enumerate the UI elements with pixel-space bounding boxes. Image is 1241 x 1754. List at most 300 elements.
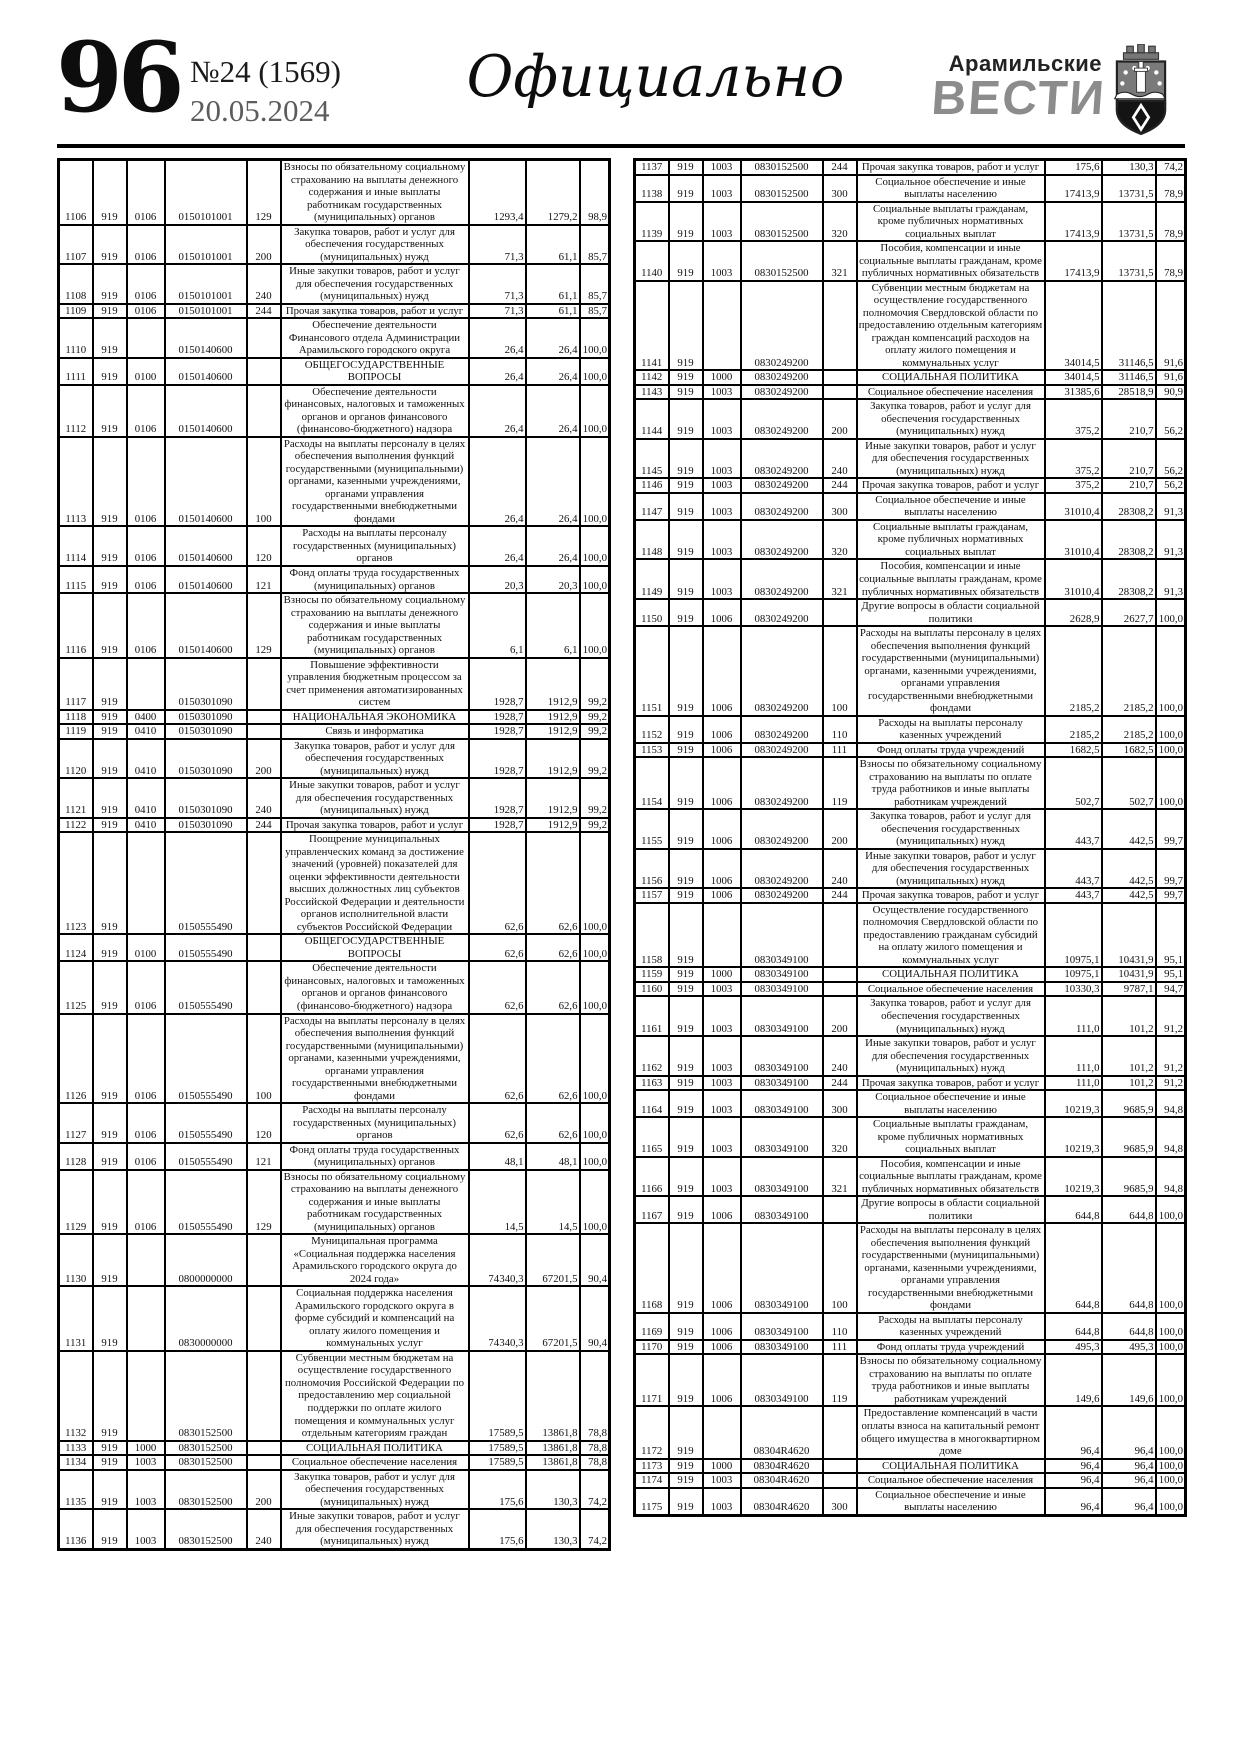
cell-vr	[247, 724, 281, 739]
cell-num: 1163	[635, 1076, 669, 1091]
cell-adm: 919	[93, 318, 127, 358]
table-row	[59, 1455, 610, 1470]
section-title: Официально	[466, 44, 845, 110]
cell-rz: 1003	[703, 1488, 741, 1516]
cell-name: НАЦИОНАЛЬНАЯ ЭКОНОМИКА	[281, 710, 469, 725]
cell-pct: 91,6	[1156, 281, 1186, 371]
cell-num: 1154	[635, 757, 669, 809]
cell-csr: 0830349100	[741, 1117, 823, 1157]
cell-vr	[247, 318, 281, 358]
cell-name: Обеспечение деятельности финансовых, налоговых и таможенных органов и органов финансового (финансово-бюджетного) надзора	[281, 385, 469, 437]
cell-vr: 244	[247, 818, 281, 833]
cell-rz: 1006	[703, 743, 741, 758]
cell-plan: 1928,7	[469, 710, 526, 725]
cell-rz: 1000	[703, 370, 741, 385]
cell-adm: 919	[93, 961, 127, 1013]
cell-plan: 644,8	[1045, 1223, 1102, 1313]
cell-vr	[823, 385, 857, 400]
cell-rz: 1003	[127, 1470, 165, 1510]
cell-rz: 0106	[127, 160, 165, 225]
table-row	[635, 743, 1186, 758]
cell-name: Расходы на выплаты персоналу государственных (муниципальных) органов	[281, 1103, 469, 1143]
cell-vr	[823, 1473, 857, 1488]
cell-rz: 0106	[127, 225, 165, 265]
cell-vr: 240	[247, 778, 281, 818]
cell-vr: 321	[823, 559, 857, 599]
cell-pct: 100,0	[1156, 1354, 1186, 1406]
cell-pct: 100,0	[1156, 1488, 1186, 1516]
cell-pct: 91,2	[1156, 996, 1186, 1036]
cell-adm: 919	[669, 982, 703, 997]
cell-plan: 26,4	[469, 318, 526, 358]
cell-csr: 0830349100	[741, 982, 823, 997]
cell-name: Закупка товаров, работ и услуг для обеспечения государственных (муниципальных) нужд	[281, 1470, 469, 1510]
cell-name: Фонд оплаты труда учреждений	[857, 743, 1045, 758]
cell-name: Фонд оплаты труда государственных (муниципальных) органов	[281, 566, 469, 593]
table-row	[635, 370, 1186, 385]
cell-adm: 919	[669, 241, 703, 281]
cell-csr: 0150101001	[165, 304, 247, 319]
cell-name: Субвенции местным бюджетам на осуществление государственного полномочия Свердловской области по предоставлению отдельным категориям граждан компенсаций расходов на оплату жилого помещения и коммунальных услуг	[857, 281, 1045, 371]
cell-pct: 100,0	[580, 934, 610, 961]
cell-vr	[247, 1351, 281, 1441]
table-row	[635, 1473, 1186, 1488]
cell-csr: 0830349100	[741, 903, 823, 968]
cell-plan: 62,6	[469, 832, 526, 934]
cell-num: 1109	[59, 304, 93, 319]
table-row	[59, 358, 610, 385]
cell-csr: 0150301090	[165, 658, 247, 710]
cell-fact: 26,4	[526, 385, 580, 437]
cell-name: Социальное обеспечение и иные выплаты населению	[857, 1488, 1045, 1516]
cell-pct: 98,9	[580, 160, 610, 225]
cell-name: Иные закупки товаров, работ и услуг для обеспечения государственных (муниципальных) нужд	[857, 849, 1045, 889]
table-row	[635, 996, 1186, 1036]
cell-rz	[127, 658, 165, 710]
cell-csr: 0150140600	[165, 318, 247, 358]
table-row	[59, 832, 610, 934]
table-row	[59, 778, 610, 818]
cell-csr: 08304R4620	[741, 1473, 823, 1488]
cell-rz: 1003	[703, 478, 741, 493]
cell-plan: 644,8	[1045, 1196, 1102, 1223]
cell-vr: 300	[823, 1090, 857, 1117]
cell-vr	[247, 832, 281, 934]
cell-adm: 919	[669, 1406, 703, 1458]
cell-fact: 26,4	[526, 318, 580, 358]
cell-csr: 0150140600	[165, 385, 247, 437]
cell-csr: 0150101001	[165, 264, 247, 304]
cell-pct: 56,2	[1156, 399, 1186, 439]
cell-csr: 0830249200	[741, 281, 823, 371]
cell-pct: 78,9	[1156, 241, 1186, 281]
cell-pct: 100,0	[580, 961, 610, 1013]
cell-name: Социальные выплаты гражданам, кроме публичных нормативных социальных выплат	[857, 1117, 1045, 1157]
cell-csr: 0150140600	[165, 593, 247, 658]
table-row	[635, 1354, 1186, 1406]
cell-num: 1168	[635, 1223, 669, 1313]
cell-fact: 442,5	[1102, 849, 1156, 889]
cell-plan: 17589,5	[469, 1441, 526, 1456]
cell-csr: 0830249200	[741, 849, 823, 889]
cell-rz: 1006	[703, 716, 741, 743]
page-number: 96	[56, 21, 180, 134]
cell-rz: 1006	[703, 626, 741, 716]
table-row	[59, 526, 610, 566]
cell-adm: 919	[669, 399, 703, 439]
table-row	[635, 1313, 1186, 1340]
cell-pct: 91,2	[1156, 1036, 1186, 1076]
cell-vr: 320	[823, 520, 857, 560]
cell-rz: 0106	[127, 385, 165, 437]
cell-vr	[247, 658, 281, 710]
cell-num: 1175	[635, 1488, 669, 1516]
cell-pct: 94,8	[1156, 1157, 1186, 1197]
cell-vr: 120	[247, 1103, 281, 1143]
cell-fact: 130,3	[526, 1509, 580, 1549]
cell-fact: 31146,5	[1102, 281, 1156, 371]
cell-pct: 94,8	[1156, 1117, 1186, 1157]
cell-vr: 240	[823, 849, 857, 889]
cell-adm: 919	[93, 818, 127, 833]
cell-fact: 1682,5	[1102, 743, 1156, 758]
cell-adm: 919	[93, 724, 127, 739]
cell-csr: 0830249200	[741, 370, 823, 385]
cell-pct: 99,2	[580, 724, 610, 739]
cell-adm: 919	[669, 1223, 703, 1313]
table-row	[59, 1103, 610, 1143]
cell-name: СОЦИАЛЬНАЯ ПОЛИТИКА	[857, 1459, 1045, 1474]
cell-plan: 175,6	[469, 1470, 526, 1510]
cell-fact: 62,6	[526, 934, 580, 961]
table-row	[635, 626, 1186, 716]
cell-adm: 919	[669, 281, 703, 371]
cell-plan: 111,0	[1045, 996, 1102, 1036]
cell-name: Социальное обеспечение населения	[857, 982, 1045, 997]
cell-vr	[823, 1406, 857, 1458]
cell-plan: 10330,3	[1045, 982, 1102, 997]
cell-vr: 244	[823, 888, 857, 903]
cell-adm: 919	[669, 478, 703, 493]
cell-adm: 919	[93, 1170, 127, 1235]
cell-pct: 78,9	[1156, 175, 1186, 202]
cell-name: Связь и информатика	[281, 724, 469, 739]
cell-num: 1153	[635, 743, 669, 758]
cell-num: 1171	[635, 1354, 669, 1406]
cell-adm: 919	[93, 710, 127, 725]
cell-plan: 31010,4	[1045, 493, 1102, 520]
cell-fact: 210,7	[1102, 439, 1156, 479]
cell-rz: 0106	[127, 437, 165, 527]
cell-fact: 442,5	[1102, 888, 1156, 903]
cell-pct: 100,0	[1156, 1406, 1186, 1458]
cell-pct: 99,2	[580, 818, 610, 833]
cell-vr: 240	[247, 1509, 281, 1549]
cell-csr: 0830249200	[741, 385, 823, 400]
cell-csr: 0830349100	[741, 1313, 823, 1340]
cell-plan: 2185,2	[1045, 626, 1102, 716]
cell-rz: 1003	[703, 202, 741, 242]
cell-num: 1111	[59, 358, 93, 385]
table-row	[635, 888, 1186, 903]
cell-plan: 62,6	[469, 934, 526, 961]
cell-pct: 100,0	[580, 832, 610, 934]
cell-adm: 919	[93, 358, 127, 385]
cell-plan: 34014,5	[1045, 370, 1102, 385]
cell-name: Социальное обеспечение населения	[857, 1473, 1045, 1488]
cell-plan: 443,7	[1045, 809, 1102, 849]
cell-num: 1173	[635, 1459, 669, 1474]
cell-fact: 101,2	[1102, 996, 1156, 1036]
cell-vr	[247, 385, 281, 437]
cell-vr: 110	[823, 1313, 857, 1340]
cell-plan: 26,4	[469, 358, 526, 385]
cell-adm: 919	[93, 1509, 127, 1549]
cell-fact: 2185,2	[1102, 716, 1156, 743]
cell-pct: 91,6	[1156, 370, 1186, 385]
cell-name: СОЦИАЛЬНАЯ ПОЛИТИКА	[857, 967, 1045, 982]
cell-fact: 28308,2	[1102, 559, 1156, 599]
table-row	[635, 1117, 1186, 1157]
cell-pct: 78,8	[580, 1441, 610, 1456]
table-row	[59, 1351, 610, 1441]
cell-num: 1150	[635, 599, 669, 626]
cell-fact: 210,7	[1102, 399, 1156, 439]
cell-rz: 0106	[127, 1170, 165, 1235]
cell-vr: 100	[823, 1223, 857, 1313]
cell-adm: 919	[93, 593, 127, 658]
cell-fact: 28518,9	[1102, 385, 1156, 400]
cell-rz: 0400	[127, 710, 165, 725]
cell-name: Взносы по обязательному социальному страхованию на выплаты по оплате труда работников и иные выплаты работникам учреждений	[857, 1354, 1045, 1406]
aramil-coat-of-arms-icon	[1108, 44, 1174, 141]
cell-name: Иные закупки товаров, работ и услуг для обеспечения государственных (муниципальных) нужд	[281, 264, 469, 304]
cell-rz	[127, 318, 165, 358]
cell-vr: 200	[247, 225, 281, 265]
table-row	[59, 818, 610, 833]
cell-num: 1155	[635, 809, 669, 849]
cell-name: Прочая закупка товаров, работ и услуг	[281, 818, 469, 833]
cell-rz: 1003	[703, 175, 741, 202]
cell-fact: 1912,9	[526, 710, 580, 725]
table-row	[59, 658, 610, 710]
brand-name-bottom: ВЕСТИ	[929, 72, 1108, 126]
cell-fact: 1912,9	[526, 778, 580, 818]
table-row	[635, 1196, 1186, 1223]
cell-num: 1174	[635, 1473, 669, 1488]
cell-vr: 200	[247, 739, 281, 779]
cell-vr: 200	[247, 1470, 281, 1510]
cell-num: 1167	[635, 1196, 669, 1223]
cell-name: Обеспечение деятельности Финансового отдела Администрации Арамильского городского округа	[281, 318, 469, 358]
cell-plan: 96,4	[1045, 1488, 1102, 1516]
cell-rz: 0100	[127, 358, 165, 385]
cell-vr	[823, 967, 857, 982]
cell-vr: 244	[823, 160, 857, 175]
cell-plan: 1293,4	[469, 160, 526, 225]
cell-pct: 100,0	[1156, 743, 1186, 758]
table-row	[59, 724, 610, 739]
cell-name: Фонд оплаты труда государственных (муниципальных) органов	[281, 1143, 469, 1170]
cell-name: Взносы по обязательному социальному страхованию на выплаты денежного содержания и иные выплаты работникам государственных (муниципальных) органов	[281, 160, 469, 225]
cell-rz: 0106	[127, 264, 165, 304]
cell-csr: 0150301090	[165, 724, 247, 739]
cell-pct: 94,8	[1156, 1090, 1186, 1117]
table-row	[635, 967, 1186, 982]
cell-plan: 20,3	[469, 566, 526, 593]
cell-rz: 1006	[703, 888, 741, 903]
cell-csr: 0150555490	[165, 1143, 247, 1170]
cell-adm: 919	[669, 716, 703, 743]
cell-name: Прочая закупка товаров, работ и услуг	[857, 160, 1045, 175]
cell-num: 1152	[635, 716, 669, 743]
cell-rz: 0106	[127, 1143, 165, 1170]
cell-rz: 1003	[703, 385, 741, 400]
cell-csr: 0800000000	[165, 1234, 247, 1286]
cell-csr: 0150140600	[165, 526, 247, 566]
cell-rz: 0106	[127, 593, 165, 658]
cell-pct: 85,7	[580, 225, 610, 265]
cell-csr: 0830249200	[741, 757, 823, 809]
cell-pct: 100,0	[1156, 599, 1186, 626]
cell-rz: 0410	[127, 739, 165, 779]
cell-num: 1160	[635, 982, 669, 997]
cell-fact: 130,3	[526, 1470, 580, 1510]
cell-name: Расходы на выплаты персоналу казенных учреждений	[857, 716, 1045, 743]
cell-pct: 100,0	[1156, 1340, 1186, 1355]
cell-num: 1133	[59, 1441, 93, 1456]
cell-adm: 919	[93, 385, 127, 437]
cell-num: 1127	[59, 1103, 93, 1143]
cell-pct: 94,7	[1156, 982, 1186, 997]
cell-csr: 08304R4620	[741, 1459, 823, 1474]
cell-plan: 149,6	[1045, 1354, 1102, 1406]
cell-fact: 13731,5	[1102, 175, 1156, 202]
cell-num: 1124	[59, 934, 93, 961]
cell-fact: 149,6	[1102, 1354, 1156, 1406]
cell-num: 1106	[59, 160, 93, 225]
cell-num: 1134	[59, 1455, 93, 1470]
cell-name: Пособия, компенсации и иные социальные выплаты гражданам, кроме публичных нормативных обязательств	[857, 1157, 1045, 1197]
cell-pct: 100,0	[580, 1143, 610, 1170]
cell-name: Муниципальная программа «Социальная поддержка населения Арамильского городского округа до 2024 года»	[281, 1234, 469, 1286]
cell-name: Расходы на выплаты персоналу государственных (муниципальных) органов	[281, 526, 469, 566]
cell-csr: 0830249200	[741, 599, 823, 626]
table-row	[635, 1036, 1186, 1076]
cell-vr: 100	[247, 437, 281, 527]
brand-name-top: Арамильские	[948, 51, 1102, 76]
cell-fact: 61,1	[526, 225, 580, 265]
cell-rz: 1003	[703, 1076, 741, 1091]
cell-rz: 1003	[703, 559, 741, 599]
cell-num: 1137	[635, 160, 669, 175]
cell-vr	[823, 1196, 857, 1223]
cell-num: 1131	[59, 1286, 93, 1351]
cell-fact: 26,4	[526, 437, 580, 527]
cell-csr: 0150101001	[165, 225, 247, 265]
cell-name: Взносы по обязательному социальному страхованию на выплаты по оплате труда работников и иные выплаты работникам учреждений	[857, 757, 1045, 809]
cell-name: СОЦИАЛЬНАЯ ПОЛИТИКА	[857, 370, 1045, 385]
cell-num: 1166	[635, 1157, 669, 1197]
cell-csr: 0830349100	[741, 967, 823, 982]
cell-rz	[127, 1234, 165, 1286]
cell-plan: 10975,1	[1045, 903, 1102, 968]
cell-name: Закупка товаров, работ и услуг для обеспечения государственных (муниципальных) нужд	[857, 399, 1045, 439]
table-row	[635, 849, 1186, 889]
cell-name: Взносы по обязательному социальному страхованию на выплаты денежного содержания и иные выплаты работникам государственных (муниципальных) органов	[281, 1170, 469, 1235]
cell-fact: 62,6	[526, 1103, 580, 1143]
cell-vr: 100	[823, 626, 857, 716]
cell-adm: 919	[669, 1354, 703, 1406]
cell-csr: 08304R4620	[741, 1488, 823, 1516]
cell-fact: 31146,5	[1102, 370, 1156, 385]
cell-name: Социальное обеспечение и иные выплаты населению	[857, 175, 1045, 202]
cell-name: Иные закупки товаров, работ и услуг для обеспечения государственных (муниципальных) нужд	[857, 439, 1045, 479]
table-row	[635, 175, 1186, 202]
cell-vr: 110	[823, 716, 857, 743]
cell-num: 1122	[59, 818, 93, 833]
cell-csr: 0150555490	[165, 1103, 247, 1143]
cell-num: 1162	[635, 1036, 669, 1076]
cell-csr: 0150301090	[165, 739, 247, 779]
cell-num: 1138	[635, 175, 669, 202]
cell-vr: 129	[247, 1170, 281, 1235]
cell-fact: 10431,9	[1102, 903, 1156, 968]
cell-pct: 85,7	[580, 264, 610, 304]
cell-vr	[247, 710, 281, 725]
cell-name: Иные закупки товаров, работ и услуг для обеспечения государственных (муниципальных) нужд	[281, 1509, 469, 1549]
cell-rz: 1003	[703, 1157, 741, 1197]
table-row	[59, 566, 610, 593]
cell-plan: 62,6	[469, 961, 526, 1013]
cell-plan: 17413,9	[1045, 202, 1102, 242]
cell-csr: 0830152500	[165, 1455, 247, 1470]
cell-rz: 1003	[127, 1455, 165, 1470]
cell-num: 1121	[59, 778, 93, 818]
cell-num: 1117	[59, 658, 93, 710]
cell-name: Субвенции местным бюджетам на осуществление государственного полномочия Российской Федерации по предоставлению мер социальной поддержки по оплате жилого помещения и коммунальных услуг отдельным категориям граждан	[281, 1351, 469, 1441]
cell-adm: 919	[669, 1117, 703, 1157]
cell-name: Социальное обеспечение и иные выплаты населению	[857, 493, 1045, 520]
cell-fact: 14,5	[526, 1170, 580, 1235]
cell-plan: 375,2	[1045, 439, 1102, 479]
cell-pct: 99,2	[580, 710, 610, 725]
cell-adm: 919	[669, 903, 703, 968]
cell-num: 1136	[59, 1509, 93, 1549]
cell-plan: 26,4	[469, 437, 526, 527]
cell-rz: 1000	[127, 1441, 165, 1456]
cell-adm: 919	[93, 160, 127, 225]
cell-plan: 31010,4	[1045, 520, 1102, 560]
cell-vr	[823, 1459, 857, 1474]
cell-fact: 9685,9	[1102, 1090, 1156, 1117]
table-row	[59, 710, 610, 725]
table-row	[59, 160, 610, 225]
cell-adm: 919	[93, 1351, 127, 1441]
cell-adm: 919	[93, 264, 127, 304]
cell-vr	[823, 370, 857, 385]
cell-vr	[823, 281, 857, 371]
cell-plan: 111,0	[1045, 1036, 1102, 1076]
cell-plan: 31010,4	[1045, 559, 1102, 599]
cell-pct: 100,0	[1156, 1459, 1186, 1474]
cell-pct: 99,2	[580, 778, 610, 818]
cell-adm: 919	[669, 1459, 703, 1474]
cell-num: 1114	[59, 526, 93, 566]
cell-name: Социальные выплаты гражданам, кроме публичных нормативных социальных выплат	[857, 202, 1045, 242]
cell-rz: 1006	[703, 757, 741, 809]
cell-adm: 919	[669, 175, 703, 202]
